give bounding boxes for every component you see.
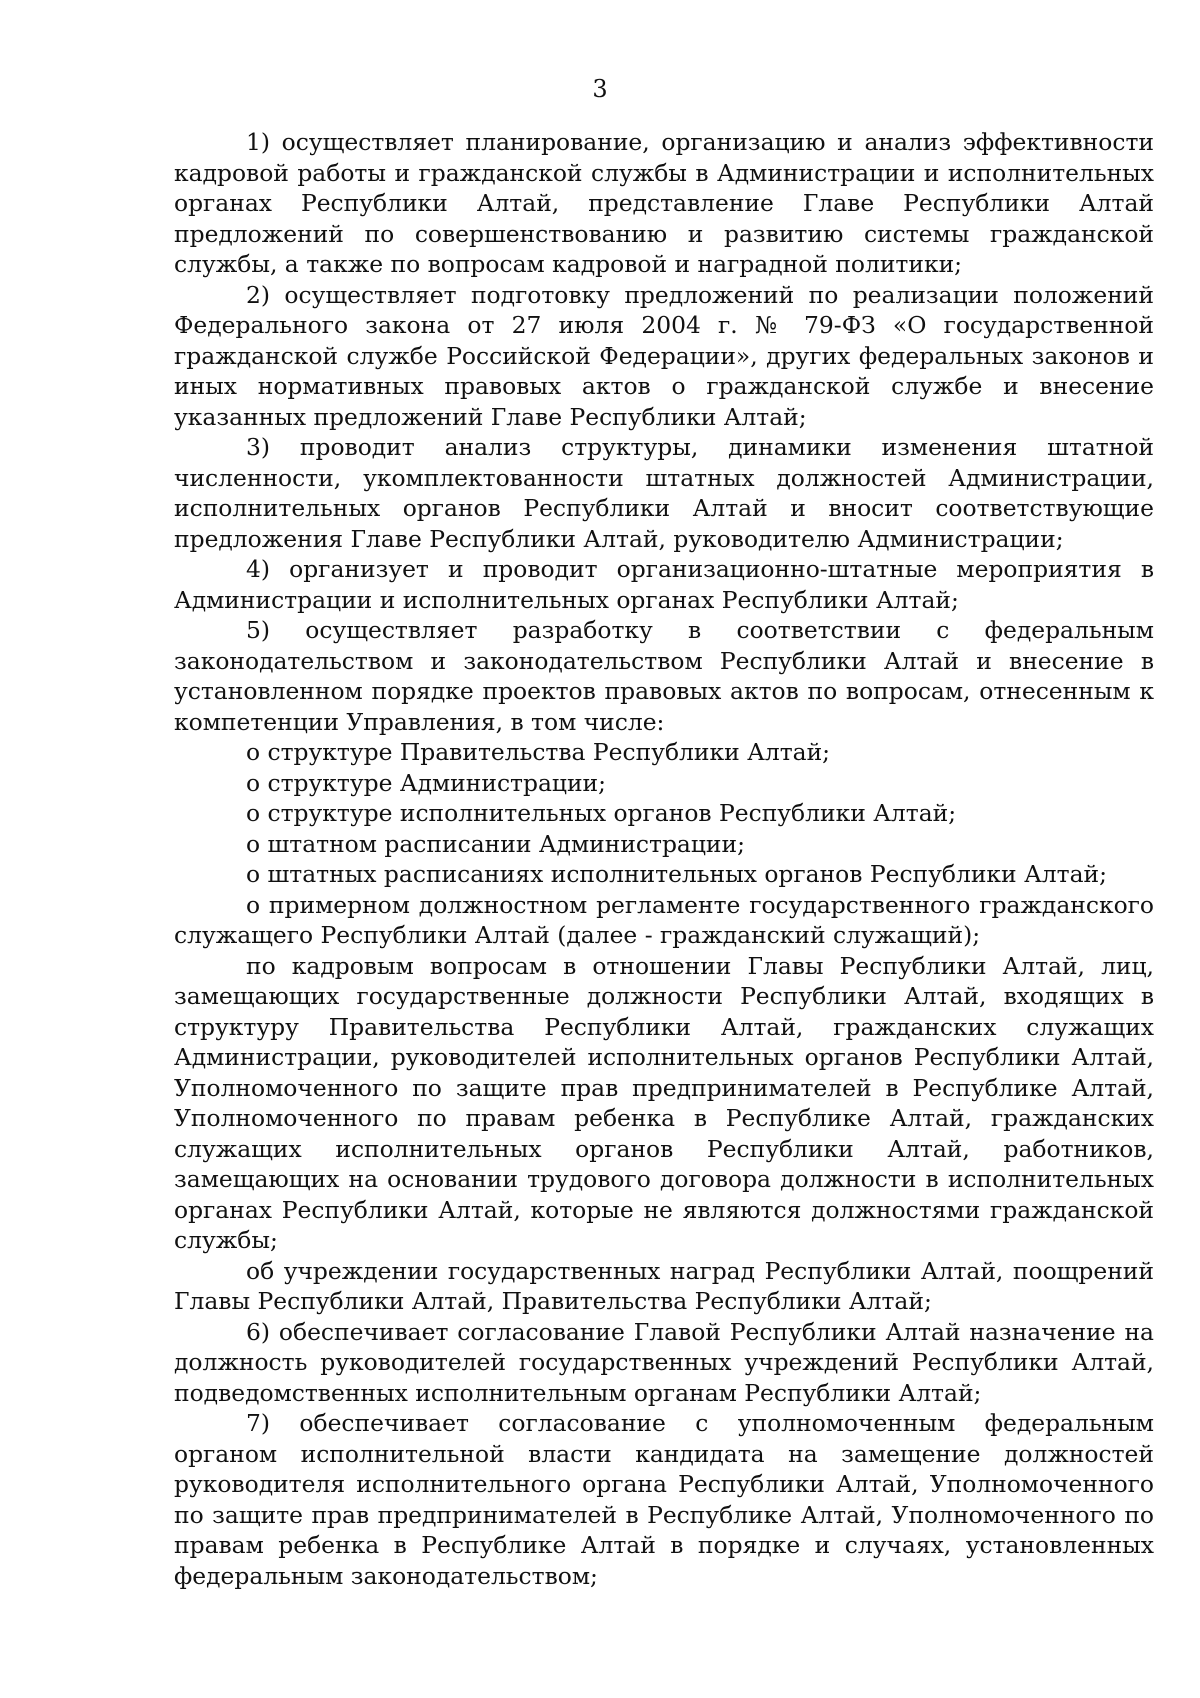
list-item-administration-staff-schedule: о штатном расписании Администрации;: [246, 829, 745, 858]
page-number: 3: [592, 75, 608, 103]
list-item-executive-bodies-staff-schedules: о штатных расписаниях исполнительных органов Республики Алтай;: [246, 860, 1108, 888]
list-item-administration-structure: о структуре Администрации;: [246, 768, 607, 797]
list-item-state-awards: об учреждении государственных наград Республики Алтай, поощрений Главы Республики Алтай, Правительства Республики Алтай;: [174, 1256, 1154, 1315]
list-item-executive-bodies-structure: о структуре исполнительных органов Республики Алтай;: [246, 799, 957, 827]
paragraph-item-5: 5) осуществляет разработку в соответствии с федеральным законодательством и законодательством Республики Алтай и внесение в установленном порядке проектов правовых актов по вопросам, отнесенным к компетенции Управления, в том числе:: [174, 616, 1154, 736]
list-item-government-structure: о структуре Правительства Республики Алтай;: [246, 738, 831, 766]
paragraph-item-7: 7) обеспечивает согласование с уполномоченным федеральным органом исполнительной власти кандидата на замещение должностей руководителя исполнительного органа Республики Алтай, Уполномоченного по защите прав предпринимателей в Республике Алтай, Уполномоченного по правам ребенка в Республике Алтай в порядке и случаях, установленных федеральным законодательством;: [174, 1409, 1154, 1590]
paragraph-item-3: 3) проводит анализ структуры, динамики изменения штатной численности, укомплектованности штатных должностей Администрации, исполнительных органов Республики Алтай и вносит соответствующие предложения Главе Республики Алтай, руководителю Администрации;: [174, 433, 1154, 553]
paragraph-item-6: 6) обеспечивает согласование Главой Республики Алтай назначение на должность руководителей государственных учреждений Республики Алтай, подведомственных исполнительным органам Республики Алтай;: [174, 1317, 1154, 1407]
paragraph-item-4: 4) организует и проводит организационно-штатные мероприятия в Администрации и исполнительных органах Республики Алтай;: [174, 555, 1154, 614]
list-item-personnel-issues: по кадровым вопросам в отношении Главы Республики Алтай, лиц, замещающих государственные должности Республики Алтай, входящих в структуру Правительства Республики Алтай, гражданских служащих Администрации, руководителей исполнительных органов Республики Алтай, Уполномоченного по защите прав предпринимателей в Республике Алтай, Уполномоченного по правам ребенка в Республике Алтай, гражданских служащих исполнительных органов Республики Алтай, работников, замещающих на основании трудового договора должности в исполнительных органах Республики Алтай, которые не являются должностями гражданской службы;: [174, 951, 1154, 1254]
paragraph-item-2: 2) осуществляет подготовку предложений по реализации положений Федерального закона от 27 июля 2004 г. № 79-ФЗ «О государственной гражданской службе Российской Федерации», других федеральных законов и иных нормативных правовых актов о гражданской службе и внесение указанных предложений Главе Республики Алтай;: [174, 280, 1154, 431]
paragraph-item-1: 1) осуществляет планирование, организацию и анализ эффективности кадровой работы и гражданской службы в Администрации и исполнительных органах Республики Алтай, представление Главе Республики Алтай предложений по совершенствованию и развитию системы гражданской службы, а также по вопросам кадровой и наградной политики;: [174, 128, 1154, 278]
list-item-job-regulation: о примерном должностном регламенте государственного гражданского служащего Республики Алтай (далее - гражданский служащий);: [174, 890, 1154, 949]
document-body: [174, 127, 1154, 1591]
